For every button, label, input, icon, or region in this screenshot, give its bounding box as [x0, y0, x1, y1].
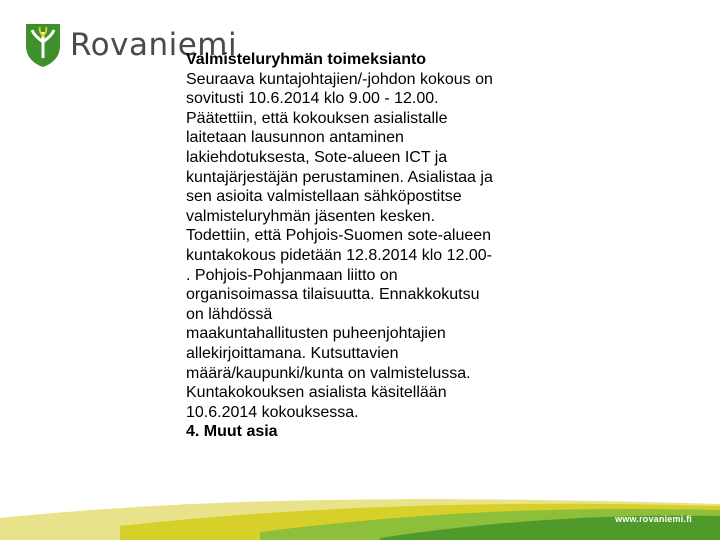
- footer-wave-graphic: [0, 460, 720, 540]
- slide-title: Valmisteluryhmän toimeksianto: [186, 51, 427, 68]
- footer-url[interactable]: www.rovaniemi.fi: [615, 514, 692, 524]
- slide-content: [186, 50, 536, 442]
- logo-text: Rovaniemi: [70, 27, 238, 63]
- rovaniemi-crest-icon: [24, 22, 62, 68]
- footer-band: [0, 460, 720, 540]
- section-heading: 4. Muut asia: [186, 423, 278, 441]
- slide-body-text: Seuraava kuntajohtajien/-johdon kokous on sovitusti 10.6.2014 klo 9.00 - 12.00. Päätettiin, että kokouksen asialistalle laitetaan lausunnon antaminen lakiehdotuksesta, Sote-alueen ICT ja kuntajärjestäjän perustaminen. Asialistaa ja sen asioita valmistellaan sähköpostitse valmisteluryhmän jäsenten kesken. Todettiin, että Pohjois-Suomen sote-alueen kuntakokous pidetään 12.8.2014 klo 12.00- . Pohjois-Pohjanmaan liitto on organisoimassa tilaisuutta. Ennakkokutsu on lähdössä maakuntahallitusten puheenjohtajien allekirjoittamana. Kutsuttavien määrä/kaupunki/kunta on valmistelussa. Kuntakokouksen asialista käsitellään 10.6.2014 kokouksessa.: [186, 70, 493, 421]
